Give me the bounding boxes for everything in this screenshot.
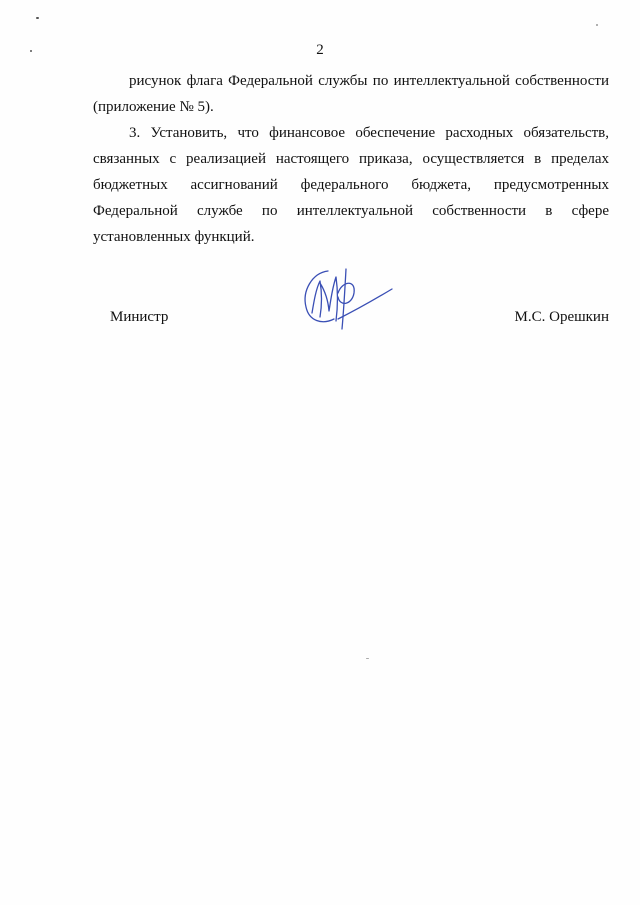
signatory-name: М.С. Орешкин <box>514 309 609 325</box>
paragraph-line: связанных с реализацией настоящего приказа, осуществляется в пределах <box>93 151 609 167</box>
scan-speck <box>596 24 598 26</box>
handwritten-signature <box>298 263 398 333</box>
paragraph-line: Федеральной службе по интеллектуальной собственности в сфере <box>93 203 609 219</box>
signatory-title: Министр <box>110 309 169 325</box>
scan-speck <box>366 658 369 659</box>
paragraph-line: 3. Установить, что финансовое обеспечение расходных обязательств, <box>129 125 609 141</box>
paragraph-line: рисунок флага Федеральной службы по интеллектуальной собственности <box>129 73 609 89</box>
paragraph-financing <box>93 120 609 250</box>
paragraph-flag-drawing <box>93 68 609 120</box>
paragraph-line: бюджетных ассигнований федерального бюджета, предусмотренных <box>93 177 609 193</box>
scan-speck <box>36 17 39 19</box>
page-number: 2 <box>316 42 324 58</box>
paragraph-line: (приложение № 5). <box>93 99 214 115</box>
paragraph-line: установленных функций. <box>93 229 255 245</box>
